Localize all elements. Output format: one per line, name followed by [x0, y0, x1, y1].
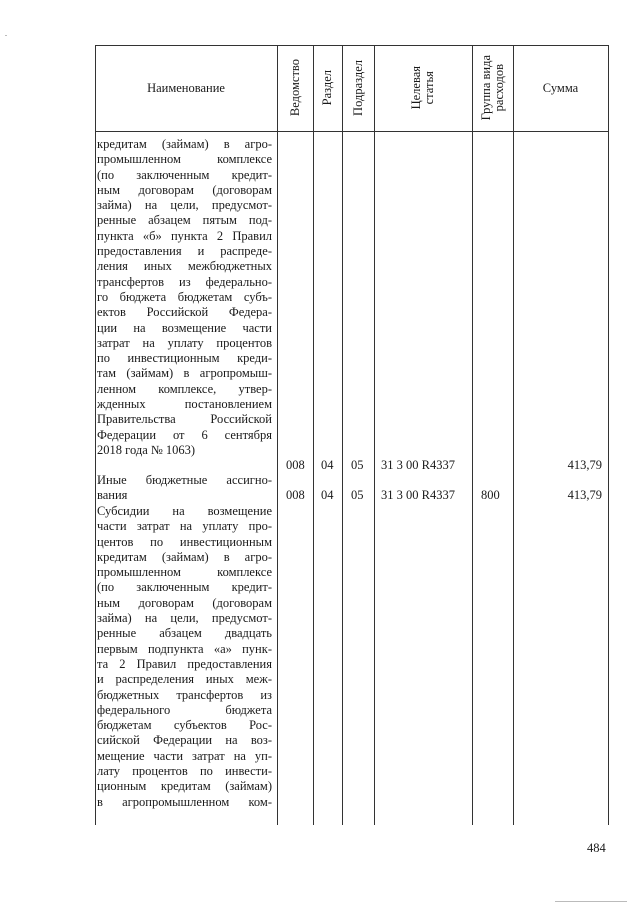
row-department: 008 [286, 488, 305, 502]
header-name-label: Наименование [147, 80, 225, 95]
header-name [95, 45, 277, 131]
row-name-text-last: вания [97, 488, 128, 503]
header-section [313, 45, 342, 131]
row-name-text-last: 2018 года № 1063) [97, 442, 196, 457]
column-divider [472, 45, 473, 825]
scan-mark [555, 901, 627, 902]
column-divider [374, 45, 375, 825]
row-name-text: Субсидии на возмещение части затрат на уплату про- центов по инвестиционным кредитам (займам) в агро- промышленном комплексе (по заключенным кредит- ным договорам (договорам займа) на цели, предусмот- ренные абзацем двадцать первым подпункта «а» пунк- та 2 Правил предоставления и распределения иных меж- бюджетных трансфертов из федерального бюджета бюджетам субъектов Рос- сийской Федерации на воз- мещение части затрат на уп- лату процентов по инвести- ционным кредитам (займам) в агропромышленном ком- [97, 504, 272, 809]
row-department: 008 [286, 458, 305, 472]
row-subsection: 05 [351, 488, 364, 502]
column-divider [513, 45, 514, 825]
table-border-right [608, 45, 609, 825]
table-row [97, 137, 272, 458]
row-section: 04 [321, 458, 334, 472]
column-divider [313, 45, 314, 825]
row-expense-group: 800 [481, 488, 500, 502]
table-row [97, 504, 272, 810]
scan-mark [5, 35, 7, 36]
row-section: 04 [321, 488, 334, 502]
row-target-article: 31 3 00 R4337 [381, 488, 455, 502]
page-number: 484 [587, 841, 606, 855]
row-target-article: 31 3 00 R4337 [381, 458, 455, 472]
header-department [277, 45, 313, 131]
header-subsection-label: Подраздел [350, 60, 365, 116]
header-expense-group [472, 45, 513, 131]
header-department-label: Ведомство [287, 59, 302, 117]
header-sum [513, 45, 608, 131]
header-section-label: Раздел [320, 70, 334, 106]
header-expense-group-label: Группа вида расходов [478, 55, 506, 121]
header-target-article-label: Целевая статья [409, 66, 436, 110]
row-name-text: кредитам (займам) в агро- промышленном комплексе (по заключенным кредит- ным договорам (договорам займа) на цели, предусмот- ренные абзацем пятым под- пункта «б» пункта 2 Правил предоставления и распреде- ления иных межбюджетных трансфертов из федерально- го бюджета бюджетам субъ- ектов Российской Федера- ции на возмещение части затрат на уплату процентов по инвестиционным креди- там (займам) в агропромыш- ленном комплексе, утвер- жденных постановлением Правительства Российской Федерации от 6 сентября [97, 137, 272, 442]
table-row [97, 473, 272, 504]
column-divider [342, 45, 343, 825]
header-target-article [374, 45, 472, 131]
row-sum: 413,79 [567, 458, 602, 472]
header-subsection [342, 45, 374, 131]
row-name-text: Иные бюджетные ассигно- [97, 473, 272, 487]
table-border-left [95, 45, 96, 825]
header-divider [95, 131, 608, 132]
row-subsection: 05 [351, 458, 364, 472]
budget-table [95, 45, 608, 825]
row-sum: 413,79 [567, 488, 602, 502]
column-divider [277, 45, 278, 825]
header-sum-label: Сумма [542, 80, 579, 95]
